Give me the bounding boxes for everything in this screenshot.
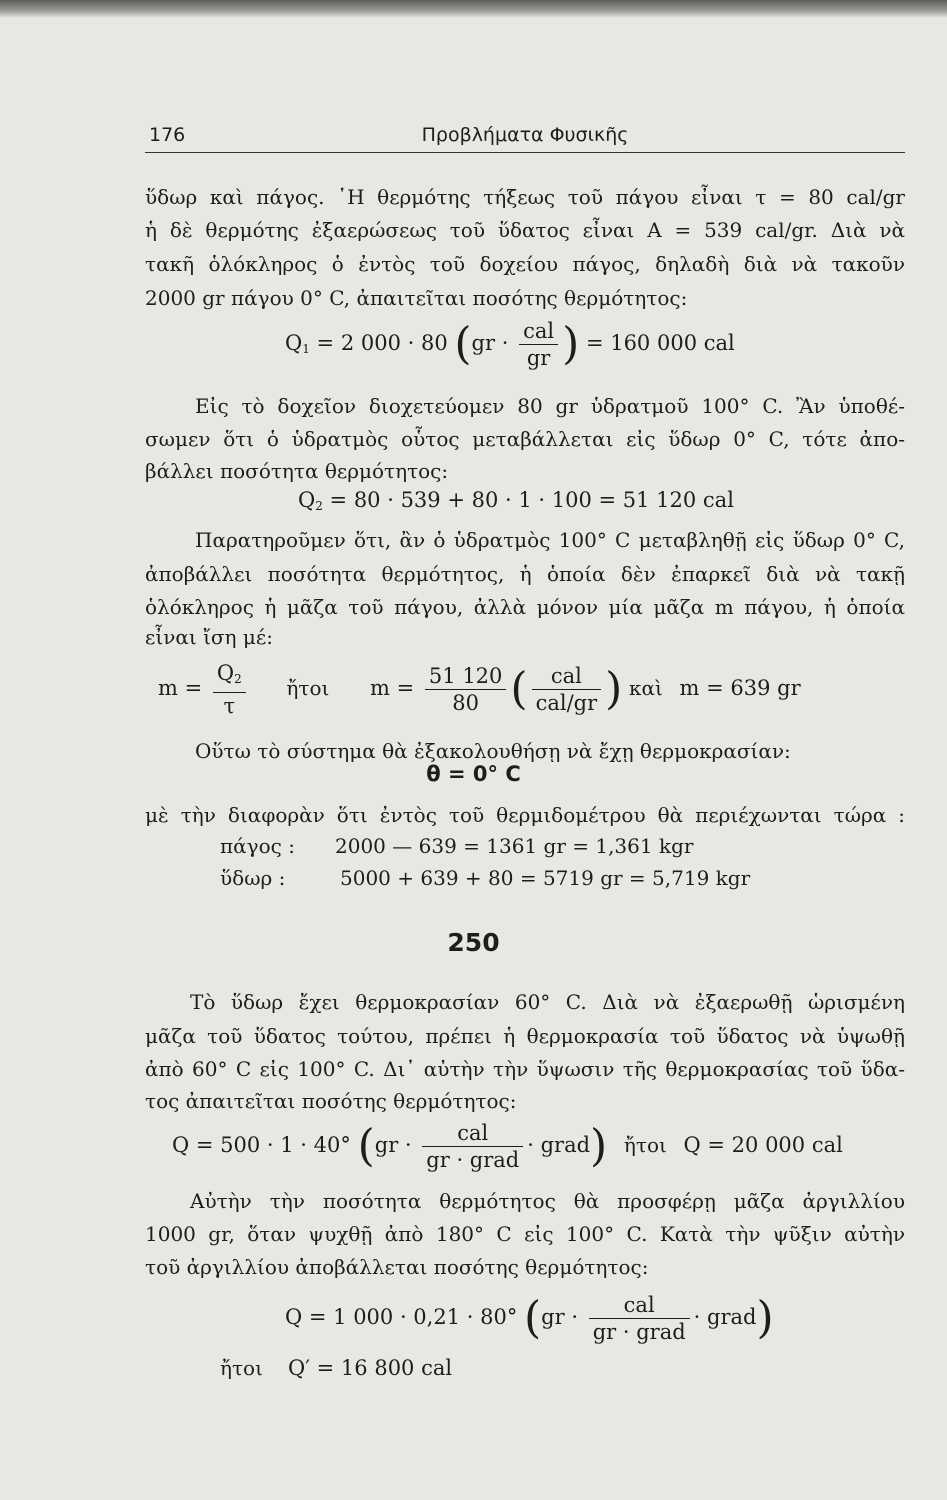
- eq-word: ἤτοι: [623, 1133, 667, 1157]
- eq-term: gr ·: [541, 1305, 579, 1329]
- text-line: ὁλόκληρος ἡ μᾶζα τοῦ πάγου, ἀλλὰ μόνον μία μᾶζα m πάγου, ἡ ὁποία: [145, 595, 905, 619]
- eq-term: Q: [216, 661, 235, 685]
- text-line: Τὸ ὕδωρ ἔχει θερμοκρασίαν 60° C. Διὰ νὰ ἐξαερωθῇ ὡρισμένη: [190, 990, 905, 1014]
- eq-subscript: 1: [302, 342, 310, 356]
- row-label: πάγος :: [220, 834, 295, 858]
- eq-term: · grad: [527, 1133, 591, 1157]
- paren-open: (: [454, 318, 472, 370]
- equation-q2: [298, 488, 734, 513]
- eq-term: gr ·: [374, 1133, 412, 1157]
- text-line: σωμεν ὅτι ὁ ὑδρατμὸς οὗτος μεταβάλλεται εἰς ὕδωρ 0° C, τότε ἀπο-: [145, 427, 905, 451]
- text-line: μὲ τὴν διαφορὰν ὅτι ἐντὸς τοῦ θερμιδομέτρου θὰ περιέχωνται τώρα :: [145, 803, 905, 827]
- page-header: [145, 122, 905, 153]
- denominator: τ: [223, 694, 236, 718]
- text-line: τος ἀπαιτεῖται ποσότης θερμότητος:: [145, 1089, 517, 1113]
- water-row: [220, 866, 750, 890]
- text-line: Αὐτὴν τὴν ποσότητα θερμότητος θὰ προσφέρῃ μᾶζα ἀργιλλίου: [190, 1189, 905, 1213]
- eq-term: θ = 0° C: [426, 762, 521, 786]
- denominator: gr · grad: [592, 1320, 686, 1344]
- eq-term: Q: [285, 331, 303, 355]
- paren-close: ): [562, 318, 580, 370]
- eq-term: Q = 1 000 · 0,21 · 80°: [285, 1305, 518, 1329]
- problem-number: 250: [447, 928, 500, 957]
- paren-close: ): [590, 1120, 608, 1172]
- text-line: Παρατηροῦμεν ὅτι, ἂν ὁ ὑδρατμὸς 100° C μεταβληθῇ εἰς ὕδωρ 0° C,: [195, 528, 905, 552]
- eq-term: m =: [370, 676, 415, 700]
- eq-term: = 80 · 539 + 80 · 1 · 100 = 51 120 cal: [329, 488, 734, 512]
- eq-term: Q: [298, 488, 316, 512]
- numerator: [213, 660, 246, 693]
- equilibrium-temperature: [0, 762, 947, 786]
- eq-term: m = 639 gr: [679, 676, 801, 700]
- row-value: 2000 — 639 = 1361 gr = 1,361 kgr: [335, 834, 694, 858]
- eq-term: gr ·: [471, 331, 509, 355]
- fraction: [425, 663, 506, 716]
- denominator: gr: [526, 346, 551, 370]
- eq-word: καὶ: [629, 676, 663, 700]
- text-line: Οὕτω τὸ σύστημα θὰ ἐξακολουθήσῃ νὰ ἔχῃ θερμοκρασίαν:: [195, 739, 791, 763]
- paren-close: ): [605, 663, 623, 715]
- eq-subscript: 2: [234, 672, 242, 686]
- eq-term: = 160 000 cal: [585, 331, 735, 355]
- row-value: 5000 + 639 + 80 = 5719 gr = 5,719 kgr: [340, 866, 751, 890]
- paren-open: (: [510, 663, 528, 715]
- eq-term: Q = 500 · 1 · 40°: [172, 1133, 351, 1157]
- equation-mass: [158, 660, 801, 719]
- denominator: 80: [452, 691, 480, 715]
- eq-word: ἤτοι: [286, 676, 330, 700]
- equation-q-prime: [220, 1356, 452, 1380]
- eq-term: Q′ = 16 800 cal: [288, 1356, 453, 1380]
- paren-open: (: [524, 1292, 542, 1344]
- fraction: [422, 1120, 523, 1173]
- text-line: μᾶζα τοῦ ὕδατος τούτου, πρέπει ἡ θερμοκρασία τοῦ ὕδατος νὰ ὑψωθῇ: [145, 1024, 905, 1048]
- fraction: [213, 660, 246, 719]
- text-line: ἀπὸ 60° C εἰς 100° C. Δι᾽ αὐτὴν τὴν ὕψωσιν τῆς θερμοκρασίας τοῦ ὕδα-: [145, 1057, 905, 1081]
- numerator: cal: [422, 1120, 523, 1147]
- page-number: 176: [149, 124, 186, 146]
- text-line: ὕδωρ καὶ πάγος. ῾Η θερμότης τήξεως τοῦ πάγου εἶναι τ = 80 cal/gr: [145, 185, 905, 209]
- text-line: εἶναι ἴση μέ:: [145, 625, 273, 649]
- ice-row: [220, 834, 693, 858]
- eq-term: Q = 20 000 cal: [683, 1133, 843, 1157]
- row-label: ὕδωρ :: [220, 866, 286, 890]
- paren-open: (: [357, 1120, 375, 1172]
- paren-close: ): [756, 1292, 774, 1344]
- denominator: cal/gr: [535, 691, 598, 715]
- text-line: βάλλει ποσότητα θερμότητος:: [145, 459, 449, 483]
- text-line: ἀποβάλλει ποσότητα θερμότητος, ἡ ὁποία δὲν ἐπαρκεῖ διὰ νὰ τακῇ: [145, 562, 905, 586]
- fraction: [532, 663, 602, 716]
- text-line: Εἰς τὸ δοχεῖον διοχετεύομεν 80 gr ὑδρατμοῦ 100° C. Ἂν ὑποθέ-: [195, 394, 905, 418]
- numerator: cal: [589, 1292, 690, 1319]
- eq-subscript: 2: [315, 499, 323, 513]
- numerator: cal: [519, 318, 558, 345]
- text-line: 2000 gr πάγου 0° C, ἀπαιτεῖται ποσότης θερμότητος:: [145, 286, 688, 310]
- eq-term: · grad: [693, 1305, 757, 1329]
- eq-term: = 2 000 · 80: [316, 331, 448, 355]
- eq-term: m =: [158, 676, 203, 700]
- denominator: gr · grad: [426, 1148, 520, 1172]
- equation-q-cooling: [285, 1292, 774, 1345]
- equation-q-heating: [172, 1120, 843, 1173]
- eq-word: ἤτοι: [220, 1356, 263, 1380]
- text-line: τακῆ ὁλόκληρος ὁ ἐντὸς τοῦ δοχείου πάγος, δηλαδὴ διὰ νὰ τακοῦν: [145, 252, 905, 276]
- running-title: Προβλήματα Φυσικῆς: [421, 124, 629, 146]
- scan-edge: [0, 0, 947, 18]
- text-line: ἡ δὲ θερμότης ἐξαερώσεως τοῦ ὕδατος εἶναι Α = 539 cal/gr. Διὰ νὰ: [145, 218, 905, 242]
- equation-q1: [285, 318, 735, 371]
- text-line: 1000 gr, ὅταν ψυχθῇ ἀπὸ 180° C εἰς 100° C. Κατὰ τὴν ψῦξιν αὐτὴν: [145, 1222, 905, 1246]
- numerator: 51 120: [425, 663, 506, 690]
- numerator: cal: [532, 663, 602, 690]
- fraction: [589, 1292, 690, 1345]
- text-line: τοῦ ἀργιλλίου ἀποβάλλεται ποσότης θερμότητος:: [145, 1255, 649, 1279]
- fraction: [519, 318, 558, 371]
